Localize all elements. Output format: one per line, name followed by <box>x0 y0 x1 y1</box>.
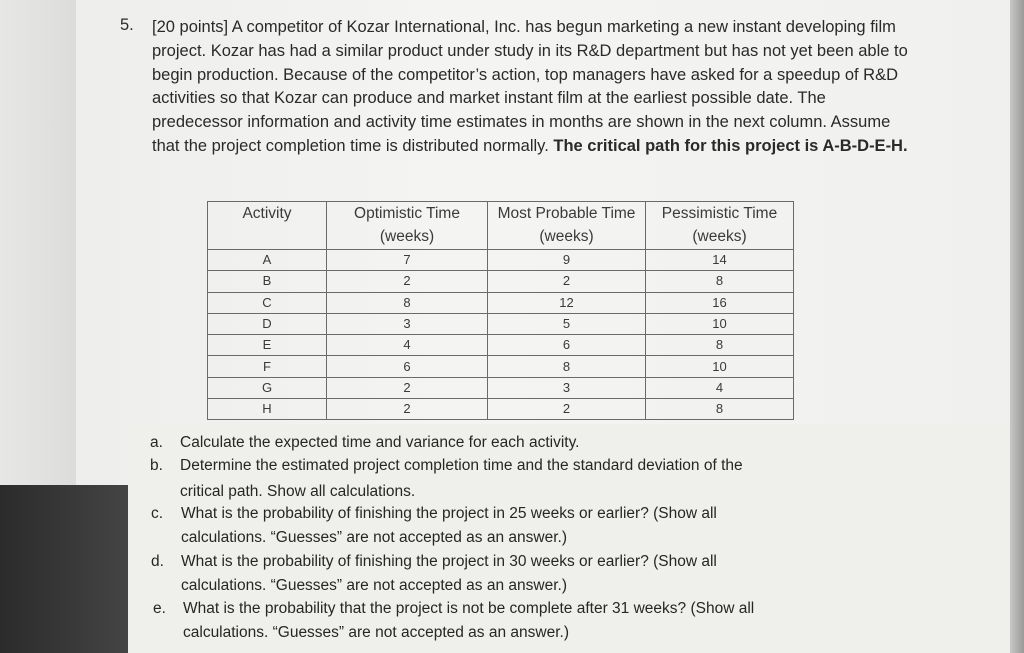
optimistic-cell: 6 <box>327 356 488 377</box>
subquestion-text-cont: calculations. “Guesses” are not accepted as an answer.) <box>183 624 569 641</box>
subquestion-text-cont: calculations. “Guesses” are not accepted as an answer.) <box>181 529 567 546</box>
subquestion-c <box>151 503 971 549</box>
table-row <box>208 271 794 292</box>
subquestion-label: c. <box>151 505 164 522</box>
table-row <box>208 335 794 356</box>
question-intro: [20 points] A competitor of Kozar International, Inc. has begun marketing a new instant developing film project. Kozar has had a similar product under study in its R&D department but has not yet been able to begin production. Because of the competitor’s action, top managers have asked for a speedup of R&D activities so that Kozar can produce and market instant film at the earliest possible date. The predecessor information and activity time estimates in months are shown in the next column. Assume that the project completion time is distributed normally. <box>152 18 908 155</box>
optimistic-cell: 2 <box>327 271 488 292</box>
activity-cell: H <box>208 399 327 420</box>
activity-cell: B <box>208 271 327 292</box>
most-probable-cell: 9 <box>488 250 646 271</box>
subquestion-text: What is the probability of finishing the project in 30 weeks or earlier? (Show all <box>181 553 717 570</box>
subquestion-text: Calculate the expected time and variance for each activity. <box>180 434 580 451</box>
most-probable-cell: 2 <box>488 271 646 292</box>
critical-path-statement: The critical path for this project is A-B-D-E-H. <box>553 136 908 155</box>
subquestion-label: d. <box>151 553 164 570</box>
background-dark <box>0 485 128 653</box>
activity-cell: A <box>208 250 327 271</box>
page-edge <box>1010 0 1024 653</box>
page-shadow <box>0 0 76 485</box>
pessimistic-cell: 8 <box>646 271 794 292</box>
table-row <box>208 292 794 313</box>
optimistic-cell: 2 <box>327 377 488 398</box>
most-probable-cell: 2 <box>488 399 646 420</box>
most-probable-cell: 12 <box>488 292 646 313</box>
subquestion-label: e. <box>153 600 166 617</box>
header-optimistic: Optimistic Time (weeks) <box>327 202 488 250</box>
activity-cell: F <box>208 356 327 377</box>
pessimistic-cell: 8 <box>646 399 794 420</box>
most-probable-cell: 5 <box>488 313 646 334</box>
pessimistic-cell: 16 <box>646 292 794 313</box>
subquestion-text: What is the probability that the project is not be complete after 31 weeks? (Show all <box>183 600 755 617</box>
activity-table <box>207 201 794 420</box>
optimistic-cell: 7 <box>327 250 488 271</box>
optimistic-cell: 3 <box>327 313 488 334</box>
activity-cell: C <box>208 292 327 313</box>
pessimistic-cell: 10 <box>646 356 794 377</box>
activity-cell: E <box>208 335 327 356</box>
question-text <box>152 16 912 159</box>
header-pessimistic: Pessimistic Time (weeks) <box>646 202 794 250</box>
table-row <box>208 377 794 398</box>
optimistic-cell: 4 <box>327 335 488 356</box>
pessimistic-cell: 8 <box>646 335 794 356</box>
table-row <box>208 250 794 271</box>
subquestion-label: b. <box>150 457 163 474</box>
optimistic-cell: 2 <box>327 399 488 420</box>
subquestion-text-cont: critical path. Show all calculations. <box>180 483 416 500</box>
optimistic-cell: 8 <box>327 292 488 313</box>
activity-cell: G <box>208 377 327 398</box>
table-header-row <box>208 202 794 250</box>
table-row <box>208 356 794 377</box>
subquestion-text: Determine the estimated project completion time and the standard deviation of the <box>180 457 743 474</box>
subquestion-text: What is the probability of finishing the project in 25 weeks or earlier? (Show all <box>181 505 717 522</box>
subquestion-e <box>153 598 973 644</box>
question-number: 5. <box>120 16 134 34</box>
subquestion-b <box>150 455 970 501</box>
subquestion-a <box>150 432 970 454</box>
most-probable-cell: 6 <box>488 335 646 356</box>
pessimistic-cell: 4 <box>646 377 794 398</box>
pessimistic-cell: 10 <box>646 313 794 334</box>
table-row <box>208 399 794 420</box>
activity-cell: D <box>208 313 327 334</box>
pessimistic-cell: 14 <box>646 250 794 271</box>
subquestion-label: a. <box>150 434 163 451</box>
most-probable-cell: 8 <box>488 356 646 377</box>
most-probable-cell: 3 <box>488 377 646 398</box>
subquestion-d <box>151 551 971 597</box>
subquestion-text-cont: calculations. “Guesses” are not accepted as an answer.) <box>181 577 567 594</box>
header-activity: Activity <box>208 202 327 250</box>
table-row <box>208 313 794 334</box>
header-most-probable: Most Probable Time (weeks) <box>488 202 646 250</box>
